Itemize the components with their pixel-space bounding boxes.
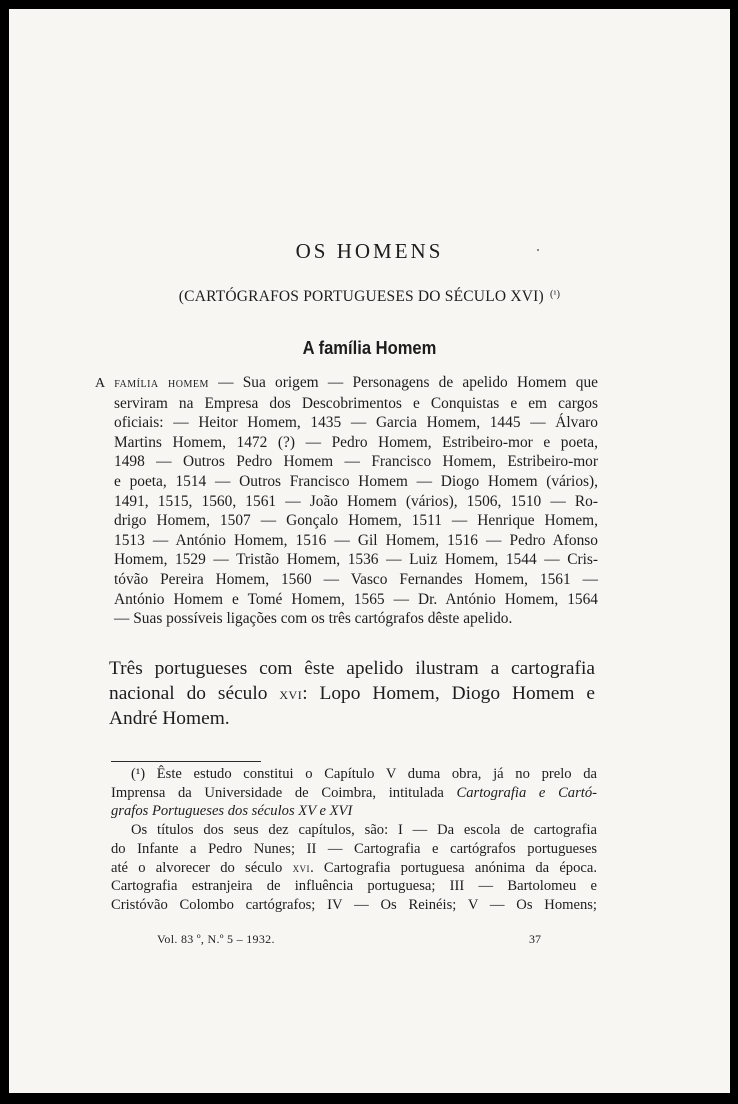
intro-line: nacional do século xvi: Lopo Homem, Diogo Homem e (109, 683, 595, 704)
footnote-line: Imprensa da Universidade de Coimbra, intitulada Cartografia e Cartó- (111, 784, 597, 801)
footnote-line: Cartografia estranjeira de influência portuguesa; III — Bartolomeu e (111, 878, 597, 895)
summary-lead: A família homem (95, 376, 209, 391)
footnote-line: Cristóvão Colombo cartógrafos; IV — Os Reinéis; V — Os Homens; (111, 896, 597, 913)
footnote-divider (111, 761, 261, 762)
summary-line: Martins Homem, 1472 (?) — Pedro Homem, Estribeiro-mor e poeta, (114, 433, 598, 451)
page-title: OS HOMENS (295, 239, 444, 263)
summary-line: 1513 — António Homem, 1516 — Gil Homem, 1516 — Pedro Afonso (114, 531, 598, 549)
summary-line: drigo Homem, 1507 — Gonçalo Homem, 1511 — Henrique Homem, (114, 512, 598, 530)
document-page (9, 9, 730, 1093)
summary-line: Homem, 1529 — Tristão Homem, 1536 — Luiz Homem, 1544 — Cris- (114, 551, 598, 569)
summary-line: e poeta, 1514 — Outros Francisco Homem — Diogo Homem (vários), (114, 472, 598, 490)
summary-line: 1498 — Outros Pedro Homem — Francisco Homem, Estribeiro-mor (114, 453, 598, 471)
summary-line: oficiais: — Heitor Homem, 1435 — Garcia Homem, 1445 — Álvaro (114, 414, 598, 432)
footnote-line: (¹) Êste estudo constitui o Capítulo V duma obra, já no prelo da (131, 766, 597, 782)
subtitle-text: (CARTÓGRAFOS PORTUGUESES DO SÉCULO XVI) (178, 288, 544, 305)
intro-line: Três portugueses com êste apelido ilustram a cartografia (109, 658, 595, 679)
section-heading: A família Homem (302, 338, 437, 358)
summary-line: — Suas possíveis ligações com os três cartógrafos dêste apelido. (114, 610, 513, 628)
footnote-line: Os títulos dos seus dez capítulos, são: I — Da escola de cartografia (131, 822, 597, 839)
volume-info: Vol. 83 º, N.º 5 – 1932. (157, 932, 275, 946)
chapter-summary (95, 373, 598, 629)
intro-paragraph (109, 656, 595, 731)
footnote-line: do Infante a Pedro Nunes; II — Cartografia e cartógrafos portugueses (111, 840, 597, 857)
intro-line: André Homem. (109, 708, 230, 729)
summary-line: tóvão Pereira Homem, 1560 — Vasco Fernandes Homem, 1561 — (114, 570, 598, 588)
footnote-reference[interactable]: (¹) (549, 289, 561, 300)
page-subtitle (9, 288, 730, 306)
footnote (111, 765, 597, 915)
summary-line: 1491, 1515, 1560, 1561 — João Homem (vários), 1506, 1510 — Ro- (114, 492, 598, 510)
summary-line: serviram na Empresa dos Descobrimentos e Conquistas e em cargos (114, 394, 598, 412)
summary-line: A família homem — Sua origem — Personagens de apelido Homem que (95, 374, 598, 391)
footnote-line: até o alvorecer do século xvi. Cartografia portuguesa anónima da época. (111, 859, 597, 876)
footnote-line: grafos Portugueses dos séculos XV e XVI (111, 803, 353, 820)
page-number: 37 (529, 932, 541, 946)
summary-line: António Homem e Tomé Homem, 1565 — Dr. António Homem, 1564 (114, 590, 598, 608)
